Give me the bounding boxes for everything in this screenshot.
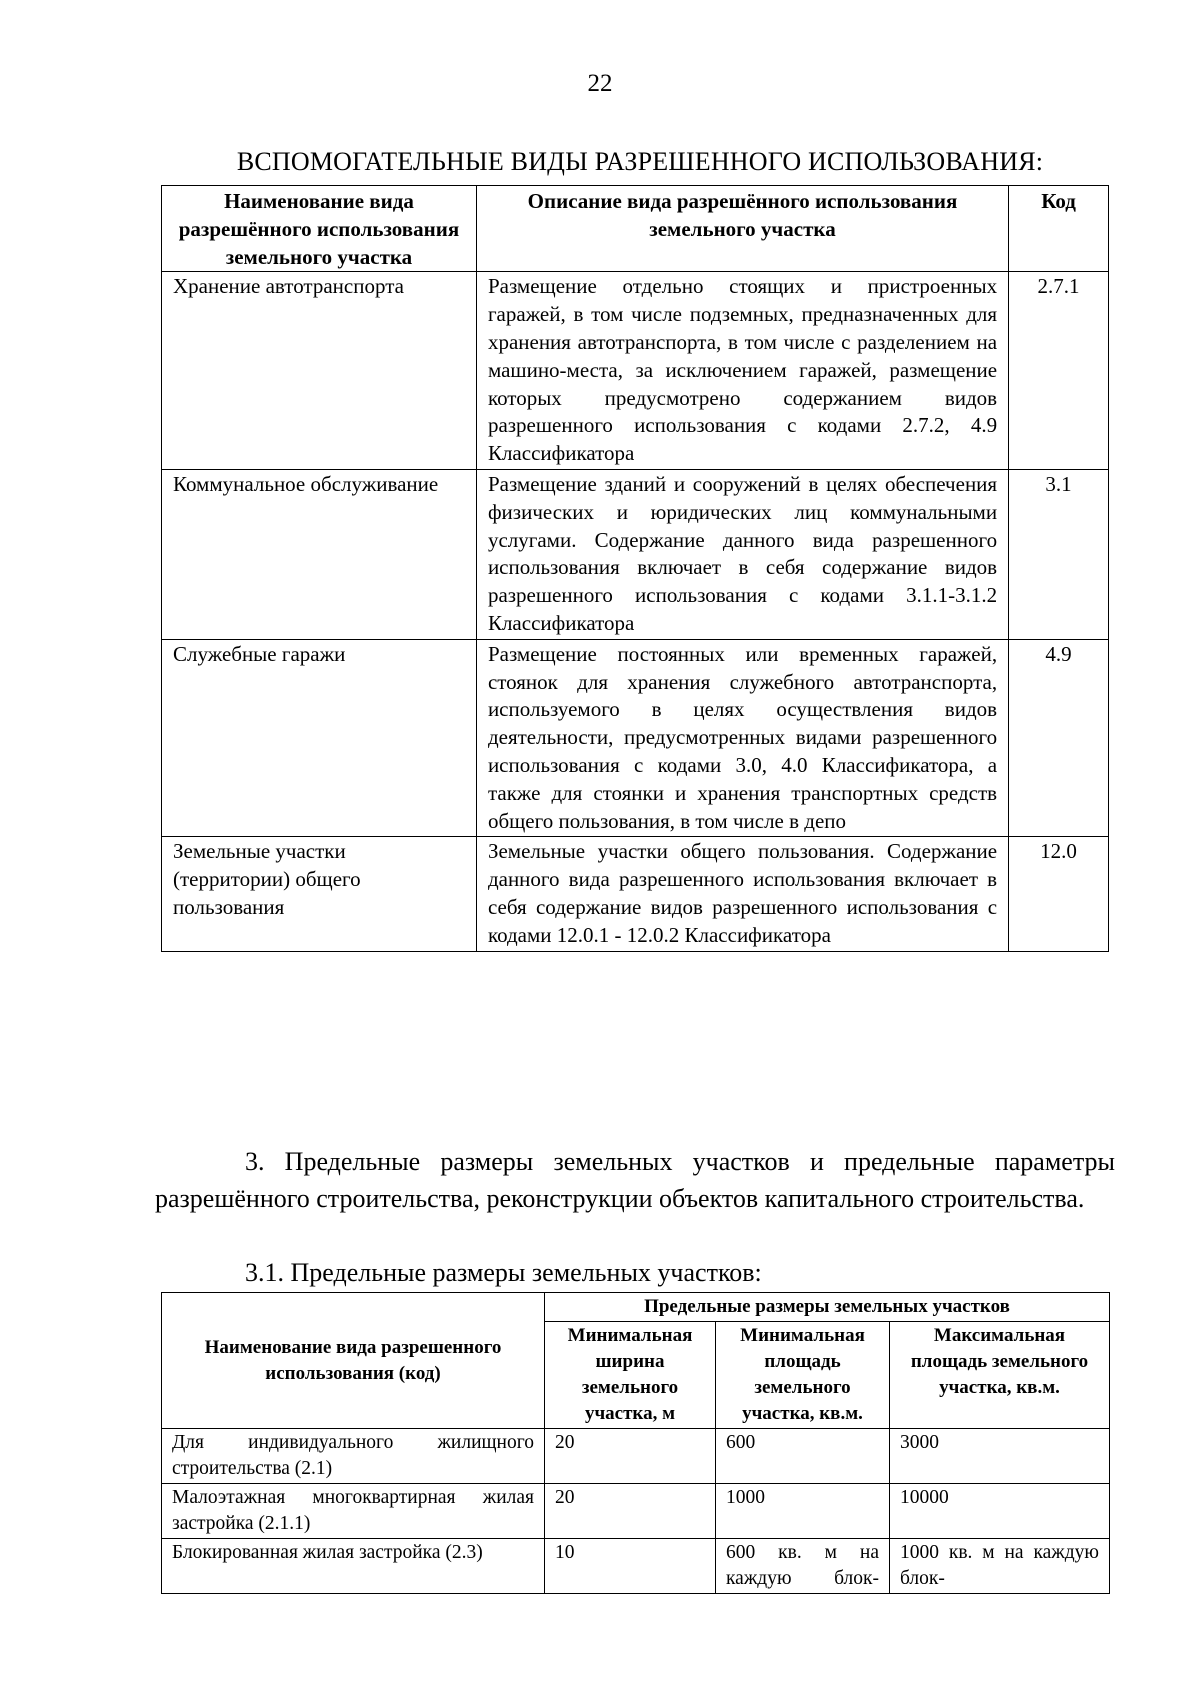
header-group: Предельные размеры земельных участков	[545, 1293, 1110, 1322]
row-code: 12.0	[1009, 837, 1109, 951]
header-name: Наименование вида разрешенного использования (код)	[162, 1293, 545, 1429]
row-name: Земельные участки (территории) общего пользования	[162, 837, 477, 951]
table-row	[162, 272, 1109, 470]
row-max-area: 3000	[890, 1429, 1110, 1484]
row-min-width: 20	[545, 1484, 716, 1539]
header-code: Код	[1009, 186, 1109, 272]
header-name: Наименование вида разрешённого использования земельного участка	[162, 186, 477, 272]
row-name: Малоэтажная многоквартирная жилая застройка (2.1.1)	[162, 1484, 545, 1539]
table-row	[162, 1539, 1110, 1594]
row-name: Блокированная жилая застройка (2.3)	[162, 1539, 545, 1594]
header-min-width: Минимальная ширина земельного участка, м	[545, 1322, 716, 1429]
row-description: Размещение зданий и сооружений в целях обеспечения физических и юридических лиц коммунальными услугами. Содержание данного вида разрешенного использования включает в себя содержание видов разрешенного использования с кодами 3.1.1-3.1.2 Классификатора	[476, 469, 1008, 639]
table-header-row	[162, 186, 1109, 272]
row-description: Земельные участки общего пользования. Содержание данного вида разрешенного использования включает в себя содержание видов разрешенного использования с кодами 12.0.1 - 12.0.2 Классификатора	[476, 837, 1008, 951]
section-title: ВСПОМОГАТЕЛЬНЫЕ ВИДЫ РАЗРЕШЕННОГО ИСПОЛЬЗОВАНИЯ:	[236, 147, 1044, 176]
table-row	[162, 639, 1109, 837]
row-min-area: 600	[716, 1429, 890, 1484]
row-min-width: 20	[545, 1429, 716, 1484]
row-description: Размещение постоянных или временных гаражей, стоянок для хранения служебного автотранспорта, используемого в целях осуществления видов деятельности, предусмотренных видами разрешенного использования с кодами 3.0, 4.0 Классификатора, а также для стоянки и хранения транспортных средств общего пользования, в том числе в депо	[476, 639, 1008, 837]
row-name: Служебные гаражи	[162, 639, 477, 837]
table-row	[162, 469, 1109, 639]
table-row	[162, 1429, 1110, 1484]
row-min-width: 10	[545, 1539, 716, 1594]
row-code: 3.1	[1009, 469, 1109, 639]
row-min-area: 1000	[716, 1484, 890, 1539]
table-header-row	[162, 1293, 1110, 1322]
page-number: 22	[587, 70, 613, 97]
section-3-heading: 3. Предельные размеры земельных участков и предельные параметры разрешённого строительства, реконструкции объектов капитального строительства.	[155, 1147, 1115, 1213]
row-name: Хранение автотранспорта	[162, 272, 477, 470]
header-min-area: Минимальная площадь земельного участка, кв.м.	[716, 1322, 890, 1429]
row-name: Для индивидуального жилищного строительства (2.1)	[162, 1429, 545, 1484]
row-min-area: 600 кв. м на каждую блок-	[716, 1539, 890, 1594]
row-description: Размещение отдельно стоящих и пристроенных гаражей, в том числе подземных, предназначенных для хранения автотранспорта, в том числе с разделением на машино-места, за исключением гаражей, размещение которых предусмотрено содержанием видов разрешенного использования с кодами 2.7.2, 4.9 Классификатора	[476, 272, 1008, 470]
row-name: Коммунальное обслуживание	[162, 469, 477, 639]
header-max-area: Максимальная площадь земельного участка, кв.м.	[890, 1322, 1110, 1429]
row-code: 2.7.1	[1009, 272, 1109, 470]
section-3-1-heading: 3.1. Предельные размеры земельных участков:	[245, 1258, 762, 1287]
row-max-area: 10000	[890, 1484, 1110, 1539]
header-description: Описание вида разрешённого использования земельного участка	[476, 186, 1008, 272]
auxiliary-uses-table	[161, 185, 1109, 952]
row-max-area: 1000 кв. м на каждую блок-	[890, 1539, 1110, 1594]
row-code: 4.9	[1009, 639, 1109, 837]
table-row	[162, 837, 1109, 951]
table-row	[162, 1484, 1110, 1539]
plot-size-limits-table	[161, 1292, 1110, 1594]
